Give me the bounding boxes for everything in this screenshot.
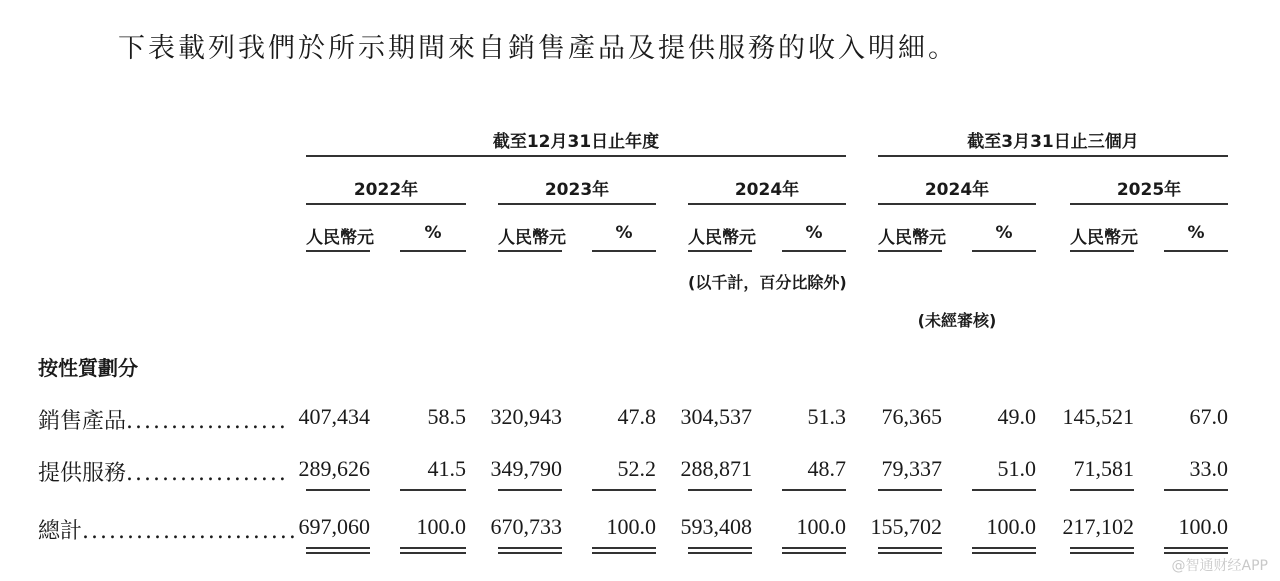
subheader-rule (306, 250, 370, 252)
row-label-products: 銷售產品.................. (38, 409, 288, 434)
total-value: 100.0 (606, 514, 656, 539)
year-header-2022: 2022年 (353, 180, 419, 200)
cell-value: 52.2 (617, 456, 656, 481)
percent-header: % (805, 223, 823, 243)
cell-value: 49.0 (997, 404, 1036, 429)
percent-header: % (995, 223, 1013, 243)
cell-value: 33.0 (1189, 456, 1228, 481)
total-value: 100.0 (416, 514, 466, 539)
subheader-rule (878, 250, 942, 252)
year-rule (306, 203, 466, 205)
year-header-2024-q: 2024年 (924, 180, 990, 200)
intro-text: 下表載列我們於所示期間來自銷售產品及提供服務的收入明細。 (118, 33, 958, 64)
note-unaudited: (未經審核) (917, 311, 997, 330)
subtotal-rule (782, 489, 846, 491)
currency-header: 人民幣元 (306, 228, 374, 248)
year-rule (498, 203, 656, 205)
total-double-rule (1070, 547, 1134, 554)
percent-header: % (424, 223, 442, 243)
subtotal-rule (878, 489, 942, 491)
total-value: 100.0 (796, 514, 846, 539)
cell-value: 320,943 (490, 404, 562, 429)
subheader-rule (1070, 250, 1134, 252)
total-value: 593,408 (680, 514, 752, 539)
currency-header: 人民幣元 (878, 228, 946, 248)
subtotal-rule (688, 489, 752, 491)
leader-dots: .................. (126, 409, 288, 434)
total-value: 670,733 (490, 514, 562, 539)
total-double-rule (878, 547, 942, 554)
total-value: 697,060 (298, 514, 370, 539)
subtotal-rule (1070, 489, 1134, 491)
subheader-rule (592, 250, 656, 252)
currency-header: 人民幣元 (688, 228, 756, 248)
group-header-year-end: 截至12月31日止年度 (492, 132, 660, 152)
cell-value: 48.7 (807, 456, 846, 481)
cell-value: 349,790 (490, 456, 562, 481)
cell-value: 51.0 (997, 456, 1036, 481)
cell-value: 71,581 (1073, 456, 1134, 481)
cell-value: 289,626 (298, 456, 370, 481)
currency-header: 人民幣元 (1070, 228, 1138, 248)
subtotal-rule (498, 489, 562, 491)
subheader-rule (1164, 250, 1228, 252)
group-header-three-months: 截至3月31日止三個月 (967, 132, 1139, 152)
row-label-services: 提供服務.................. (38, 461, 288, 486)
total-double-rule (782, 547, 846, 554)
year-header-2024: 2024年 (734, 180, 800, 200)
total-value: 217,102 (1062, 514, 1134, 539)
cell-value: 58.5 (427, 404, 466, 429)
cell-value: 51.3 (807, 404, 846, 429)
subheader-rule (688, 250, 752, 252)
subtotal-rule (1164, 489, 1228, 491)
row-label-total: 總計........................ (38, 519, 298, 544)
total-double-rule (688, 547, 752, 554)
subtotal-rule (400, 489, 466, 491)
cell-value: 304,537 (680, 404, 752, 429)
total-value: 155,702 (870, 514, 942, 539)
section-title: 按性質劃分 (38, 356, 138, 380)
currency-header: 人民幣元 (498, 228, 566, 248)
total-value: 100.0 (1178, 514, 1228, 539)
total-double-rule (306, 547, 370, 554)
total-double-rule (498, 547, 562, 554)
total-double-rule (592, 547, 656, 554)
leader-dots: .................. (126, 461, 288, 486)
subheader-rule (972, 250, 1036, 252)
subtotal-rule (592, 489, 656, 491)
subtotal-rule (972, 489, 1036, 491)
watermark: @智通财经APP (1171, 558, 1268, 574)
year-rule (878, 203, 1036, 205)
subheader-rule (498, 250, 562, 252)
leader-dots: ........................ (82, 519, 298, 544)
cell-value: 76,365 (881, 404, 942, 429)
cell-value: 288,871 (680, 456, 752, 481)
percent-header: % (1187, 223, 1205, 243)
subheader-rule (782, 250, 846, 252)
cell-value: 79,337 (881, 456, 942, 481)
total-double-rule (1164, 547, 1228, 554)
year-header-2023: 2023年 (544, 180, 610, 200)
note-thousands: (以千計，百分比除外) (688, 273, 847, 292)
percent-header: % (615, 223, 633, 243)
cell-value: 407,434 (298, 404, 370, 429)
year-header-2025-q: 2025年 (1116, 180, 1182, 200)
year-rule (688, 203, 846, 205)
total-value: 100.0 (986, 514, 1036, 539)
subtotal-rule (306, 489, 370, 491)
cell-value: 41.5 (427, 456, 466, 481)
year-rule (1070, 203, 1228, 205)
cell-value: 47.8 (617, 404, 656, 429)
group-rule-three-months (878, 155, 1228, 157)
total-double-rule (400, 547, 466, 554)
subheader-rule (400, 250, 466, 252)
group-rule-year-end (306, 155, 846, 157)
cell-value: 67.0 (1189, 404, 1228, 429)
cell-value: 145,521 (1062, 404, 1134, 429)
total-double-rule (972, 547, 1036, 554)
